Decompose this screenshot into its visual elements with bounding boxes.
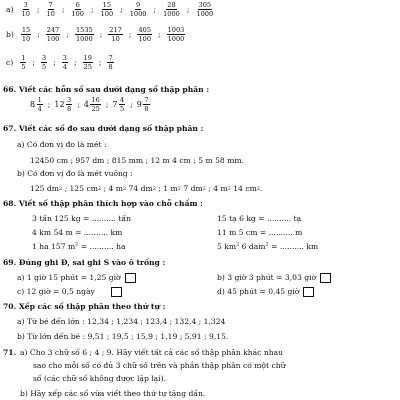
p69-item-b: b) 3 giờ 3 phút = 3,03 giờ [217,273,331,283]
p68-title: 68. Viết số thập phân thích hợp vào chỗ chấm : [3,199,203,208]
separator: ; [128,29,132,39]
separator: ; [91,4,94,14]
separator: ; [130,99,133,109]
separator: ; [47,99,51,109]
separator: ; [120,4,123,14]
answer-checkbox-a[interactable] [125,273,136,283]
fraction-denominator: 5 [41,62,47,71]
fraction-denominator: 4 [37,104,42,113]
p68-row1-right: 15 tạ 6 kg = .......... tạ [217,214,302,223]
mixed-number [30,97,44,112]
fraction [195,2,214,17]
p65-row-a [6,2,215,17]
p68-row3-right: 5 $km^2$ 6 dam$^2$ = .......... km [217,241,319,251]
fraction-denominator: 25 [83,62,92,71]
fraction-numerator: 3 [23,1,28,9]
fraction-numerator: 1003 [167,26,185,34]
fraction-denominator: 5 [119,104,125,113]
p67-title: 67. Viết các số đo sau dưới dạng số thập phân : [3,124,204,133]
p66-mixed-numbers [30,97,151,112]
p71-a-line1: a) Cho 3 chữ số 6 ; 4 ; 9. Hãy viết tất cả các số thập phân khác nhau [20,348,284,357]
fraction-numerator: 7 [144,96,149,104]
fraction [41,55,47,70]
fraction-denominator: 4 [62,62,67,71]
answer-checkbox-d[interactable] [303,287,314,297]
fraction [107,55,113,70]
fraction-numerator: 15 [21,26,31,34]
fraction [21,27,31,42]
p68-row2-left: 4 km 54 m = .......... km [32,228,123,237]
mixed-whole: 7 [112,99,118,109]
fraction-denominator: 1000 [75,34,93,43]
separator: ; [61,4,65,14]
p69-item-d: d) 45 phút = 0,45 giờ [217,287,314,297]
fraction-denominator: 8 [108,62,113,71]
separator: ; [66,29,69,39]
fraction [37,97,43,112]
answer-checkbox-c[interactable] [111,287,122,297]
fraction [83,55,93,70]
mixed-whole: 8 [30,99,36,109]
fraction-denominator: 5 [21,62,26,71]
fraction-numerator: 1 [21,54,26,62]
fraction-numerator: 16 [91,96,100,104]
p67-b-label: b) Có đơn vị đo là mét vuông : [17,169,133,178]
mixed-number [112,97,126,112]
separator: ; [98,57,102,67]
fraction-denominator: 1000 [163,9,180,18]
fraction-numerator: 9 [136,1,141,9]
fraction [21,2,31,17]
fraction [70,2,85,17]
p67-a-values: 12450 cm ; 957 dm ; 815 mm ; 12 m 4 cm ; 5 m 58 mm. [30,156,244,165]
fraction-numerator: 405 [138,26,152,34]
fraction-numerator: 247 [46,26,60,34]
fraction [90,97,100,112]
fraction [162,2,181,17]
separator: ; [186,4,190,14]
fraction [119,97,125,112]
p67-b-values: 125 dm 2 ; 125 cm 2 ; 4 m 2 74 dm 2 ; 1 m 2 7 dm 2 ; 4 m 2 14 cm 2 . [30,184,263,193]
p65-row-b [6,27,186,42]
fraction [75,27,94,42]
mixed-whole: 4 [83,99,89,109]
fraction [143,97,149,112]
fraction-denominator: 8 [144,104,149,113]
p70-b: b) Từ lớn đến bé : 9,51 ; 19,5 ; 15,9 ; 1,19 ; 5,91 ; 9,15. [17,332,229,341]
fraction-numerator: 3 [67,96,72,104]
p65-row-c [6,55,115,70]
p69-title: 69. Đúng ghi Đ, sai ghi S vào ô trống : [3,258,166,267]
fraction-denominator: 10 [111,34,120,43]
separator: ; [37,29,40,39]
p65-b-fracs [20,27,187,42]
fraction-denominator: 1000 [129,9,147,18]
mixed-whole: 12 [54,99,65,109]
fraction-numerator: 28 [167,1,176,9]
fraction-denominator: 8 [67,104,72,113]
fraction [129,2,148,17]
fraction [167,27,186,42]
mixed-whole: 9 [136,99,142,109]
mixed-number [54,97,73,112]
mixed-number [84,97,102,112]
separator: ; [99,29,103,39]
answer-checkbox-b[interactable] [320,273,331,283]
p70-title: 70. Xếp các số thập phân theo thứ tự : [3,302,166,311]
p71-a-line3: số (các chữ số không được lặp lại). [33,374,166,383]
fraction [46,27,61,42]
p65-b-label: b) [6,29,14,39]
fraction [45,2,55,17]
p65-c-label: c) [6,57,14,67]
separator: ; [105,99,109,109]
p71-a-line2: sao cho mỗi số có đủ 3 chữ số trên và phần thập phân có một chữ [33,361,286,370]
separator: ; [158,29,161,39]
p68-row3-left: 1 ha 157 $m^2$ = .......... ha [32,241,126,251]
separator: ; [53,57,56,67]
separator: ; [77,99,80,109]
fraction [137,27,152,42]
mixed-number [137,97,151,112]
fraction [62,55,68,70]
fraction-denominator: 100 [71,9,84,18]
p67-a-label: a) Có đơn vị đo là mét : [17,140,107,149]
fraction [100,2,115,17]
fraction-numerator: 4 [119,96,125,104]
p69-item-c: c) 12 giờ = 0,5 ngày [17,287,122,297]
fraction-denominator: 10 [46,9,55,18]
fraction-denominator: 100 [46,34,60,43]
fraction-numerator: 7 [108,54,113,62]
fraction-numerator: 217 [109,26,122,34]
fraction-numerator: 6 [75,1,80,9]
p71-b: b) Hãy xếp các số vừa viết theo thứ tự tăng dần. [20,389,206,398]
p68-row2-right: 11 m 5 cm = .......... m [217,228,303,237]
separator: ; [153,4,157,14]
p65-c-fracs [19,55,114,70]
p71-num: 71. [3,348,17,357]
fraction-denominator: 1000 [167,34,185,43]
fraction-numerator: 15 [102,1,112,9]
fraction-numerator: 1 [37,96,42,104]
fraction-denominator: 100 [138,34,152,43]
p65-a-label: a) [6,4,14,14]
p66-title: 66. Viết các hỗn số sau dưới dạng số thập phân : [3,85,210,94]
p70-a: a) Từ bé đến lớn : 12,34 ; 1,234 ; 123,4 ; 132,4 ; 1,324 [17,317,226,326]
fraction [66,97,72,112]
fraction-numerator: 1535 [75,26,93,34]
fraction-denominator: 100 [100,9,114,18]
fraction-numerator: 7 [48,1,53,9]
fraction [20,55,26,70]
fraction-numerator: 3 [41,54,47,62]
fraction-denominator: 25 [91,104,100,113]
fraction-denominator: 10 [21,34,31,43]
separator: ; [73,57,77,67]
p65-a-fracs [20,2,216,17]
fraction-numerator: 3 [62,54,67,62]
fraction-denominator: 1000 [196,9,214,18]
p69-item-a: a) 1 giờ 15 phút = 1,25 giờ [17,273,136,283]
separator: ; [36,4,40,14]
fraction-numerator: 19 [83,54,92,62]
separator: ; [32,57,35,67]
p68-row1-left: 3 tấn 125 kg = .......... tấn [32,214,131,223]
fraction [108,27,123,42]
fraction-denominator: 10 [21,9,30,18]
fraction-numerator: 305 [198,1,212,9]
